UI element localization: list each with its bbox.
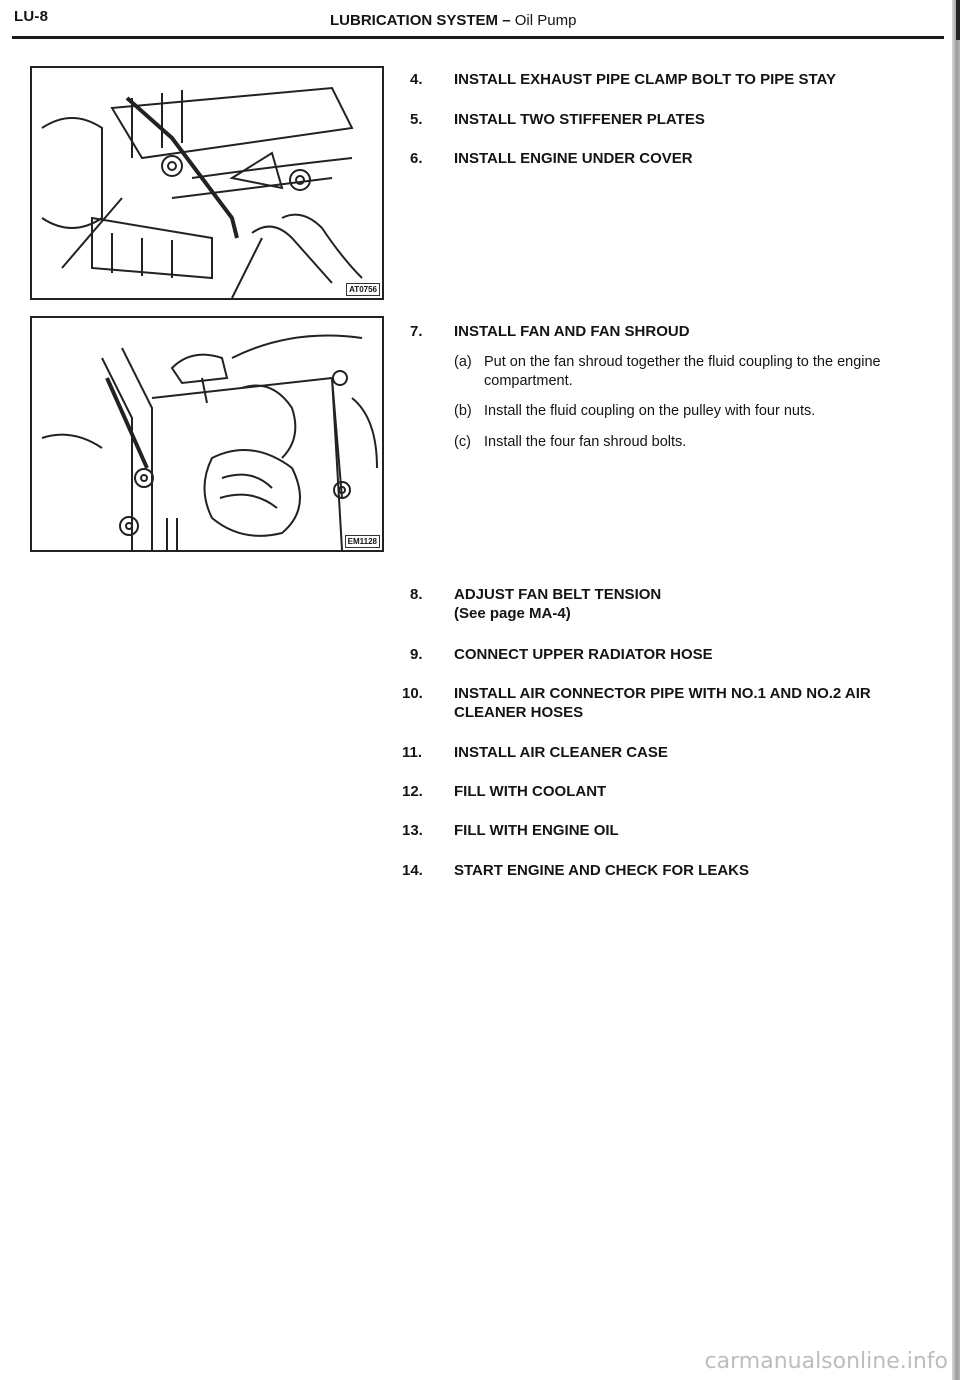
substep-label: (c) xyxy=(454,434,471,450)
substep-label: (a) xyxy=(454,354,472,370)
step-text: INSTALL AIR CONNECTOR PIPE WITH NO.1 AND NO.2 AIR CLEANER HOSES xyxy=(454,685,871,721)
page-edge-shadow xyxy=(952,0,960,1380)
step-number: 8. xyxy=(410,586,423,603)
step-number: 13. xyxy=(402,822,423,839)
step-number: 14. xyxy=(402,862,423,879)
header-rule xyxy=(12,36,944,39)
figure-code: EM1128 xyxy=(345,535,380,548)
page-number: LU-8 xyxy=(14,8,49,25)
watermark: carmanualsonline.info xyxy=(704,1349,948,1374)
step-text: INSTALL ENGINE UNDER COVER xyxy=(454,150,693,167)
substep-label: (b) xyxy=(454,403,472,419)
step-number: 11. xyxy=(402,744,423,761)
step-text: INSTALL FAN AND FAN SHROUD xyxy=(454,323,690,340)
step-text: INSTALL TWO STIFFENER PLATES xyxy=(454,111,705,128)
step-text: INSTALL EXHAUST PIPE CLAMP BOLT TO PIPE STAY xyxy=(454,71,836,88)
step-number: 9. xyxy=(410,646,423,663)
figure-code: AT0756 xyxy=(346,283,380,296)
step-number: 7. xyxy=(410,323,423,340)
section-title xyxy=(330,12,576,29)
exhaust-clamp-illustration xyxy=(32,68,382,298)
title-separator: – xyxy=(502,12,511,29)
step-number: 12. xyxy=(402,783,423,800)
step-number: 4. xyxy=(410,71,423,88)
substep-text: Install the fluid coupling on the pulley with four nuts. xyxy=(484,403,816,419)
step-text: FILL WITH ENGINE OIL xyxy=(454,822,619,839)
step-text-block xyxy=(454,585,950,623)
step-text: CONNECT UPPER RADIATOR HOSE xyxy=(454,646,713,663)
step-number: 6. xyxy=(410,150,423,167)
substep-text: Install the four fan shroud bolts. xyxy=(484,434,687,450)
step-text: ADJUST FAN BELT TENSION xyxy=(454,586,662,603)
subsection-name: Oil Pump xyxy=(514,12,577,29)
page-header xyxy=(0,0,960,50)
step-text: START ENGINE AND CHECK FOR LEAKS xyxy=(454,862,750,879)
figure-exhaust-clamp xyxy=(30,66,384,300)
step-text: INSTALL AIR CLEANER CASE xyxy=(454,744,668,761)
substep-text: Put on the fan shroud together the fluid coupling to the engine compartment. xyxy=(484,354,881,389)
step-number: 5. xyxy=(410,111,423,128)
step-number: 10. xyxy=(402,685,423,702)
section-name: LUBRICATION SYSTEM xyxy=(330,12,499,29)
figure-fan-shroud xyxy=(30,316,384,552)
step-text: FILL WITH COOLANT xyxy=(454,783,607,800)
page-reference: (See page MA-4) xyxy=(454,605,571,622)
fan-shroud-illustration xyxy=(32,318,382,550)
